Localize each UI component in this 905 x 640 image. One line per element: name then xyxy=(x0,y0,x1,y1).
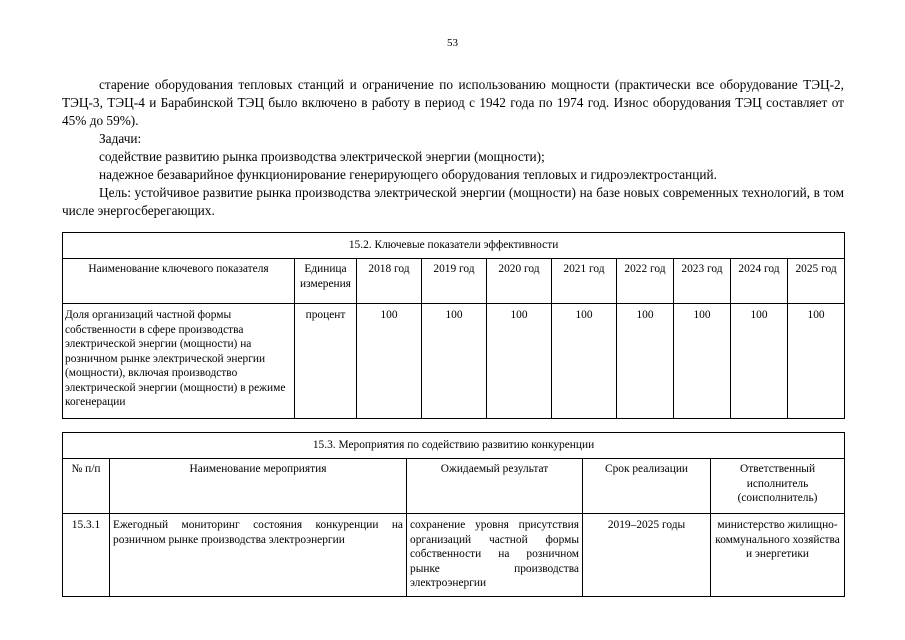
measures-header-responsible: Ответственный исполнитель (соисполнитель) xyxy=(711,459,845,514)
kpi-value: 100 xyxy=(487,304,552,419)
table-row xyxy=(63,514,845,597)
kpi-header-year: 2021 год xyxy=(552,259,617,304)
kpi-table-caption: 15.2. Ключевые показатели эффективности xyxy=(63,233,845,259)
measures-table xyxy=(62,432,845,597)
kpi-unit: процент xyxy=(295,304,357,419)
kpi-table xyxy=(62,232,845,419)
kpi-header-unit: Единица измерения xyxy=(295,259,357,304)
page-number: 53 xyxy=(447,37,458,49)
measures-table-caption: 15.3. Мероприятия по содействию развитию конкуренции xyxy=(63,433,845,459)
paragraph: старение оборудования тепловых станций и ограничение по использованию мощности (практически все оборудование ТЭЦ-2, ТЭЦ-3, ТЭЦ-4 и Барабинской ТЭЦ было включено в работу в период с 1942 года по 1974 год. Износ оборудования ТЭЦ составляет от 45% до 59%). xyxy=(62,77,844,128)
kpi-value: 100 xyxy=(422,304,487,419)
kpi-header-year: 2025 год xyxy=(788,259,845,304)
paragraph: Задачи: xyxy=(99,131,142,146)
kpi-header-year: 2019 год xyxy=(422,259,487,304)
paragraph: Цель: устойчивое развитие рынка производства электрической энергии (мощности) на базе новых современных технологий, в том числе энергосберегающих. xyxy=(62,185,844,218)
kpi-header-year: 2022 год xyxy=(617,259,674,304)
kpi-indicator-name: Доля организаций частной формы собственности в сфере производства электрической энергии (мощности) на розничном рынке электрической энергии (мощности), включая производство электрической энергии (мощности) в режиме когенерации xyxy=(63,304,295,419)
kpi-value: 100 xyxy=(731,304,788,419)
kpi-header-year: 2024 год xyxy=(731,259,788,304)
kpi-header-name: Наименование ключевого показателя xyxy=(63,259,295,304)
kpi-value: 100 xyxy=(357,304,422,419)
measure-result: сохранение уровня присутствия организаций частной формы собственности на розничном рынке производства электроэнергии xyxy=(407,514,583,597)
kpi-value: 100 xyxy=(788,304,845,419)
measures-header-period: Срок реализации xyxy=(583,459,711,514)
measure-number: 15.3.1 xyxy=(63,514,110,597)
measures-header-number: № п/п xyxy=(63,459,110,514)
measures-header-name: Наименование мероприятия xyxy=(110,459,407,514)
table-row xyxy=(63,304,845,419)
kpi-value: 100 xyxy=(552,304,617,419)
body-text xyxy=(62,76,844,220)
measure-name: Ежегодный мониторинг состояния конкуренции на розничном рынке производства электроэнергии xyxy=(110,514,407,597)
kpi-value: 100 xyxy=(674,304,731,419)
kpi-value: 100 xyxy=(617,304,674,419)
kpi-header-year: 2023 год xyxy=(674,259,731,304)
measures-header-result: Ожидаемый результат xyxy=(407,459,583,514)
kpi-header-year: 2020 год xyxy=(487,259,552,304)
paragraph: надежное безаварийное функционирование генерирующего оборудования тепловых и гидроэлектростанций. xyxy=(99,167,717,182)
measure-period: 2019–2025 годы xyxy=(583,514,711,597)
measure-responsible: министерство жилищно-коммунального хозяйства и энергетики xyxy=(711,514,845,597)
kpi-header-year: 2018 год xyxy=(357,259,422,304)
paragraph: содействие развитию рынка производства электрической энергии (мощности); xyxy=(99,149,545,164)
